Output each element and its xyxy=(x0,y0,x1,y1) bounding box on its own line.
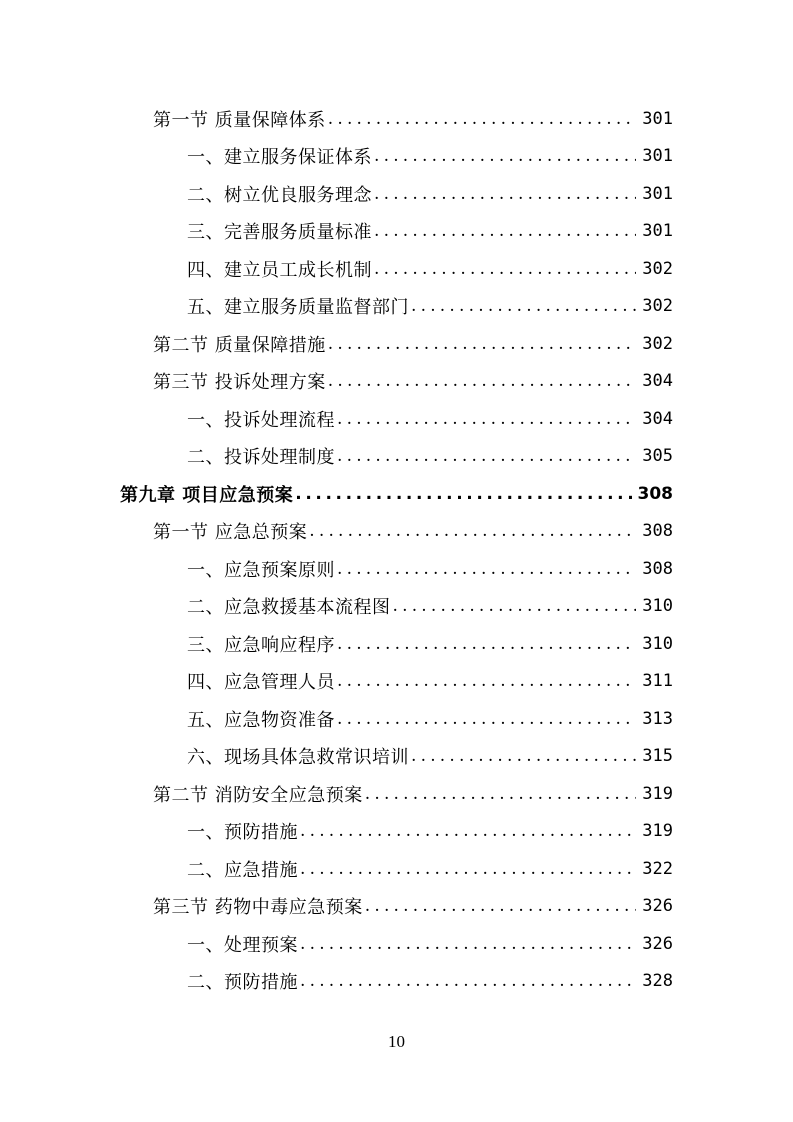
toc-entry[interactable] xyxy=(0,250,793,288)
toc-entry[interactable] xyxy=(0,438,793,476)
toc-dot-leader xyxy=(374,184,636,204)
toc-entry[interactable] xyxy=(0,100,793,138)
toc-dot-leader xyxy=(365,896,637,916)
toc-entry-page: 319 xyxy=(642,821,673,842)
toc-entry[interactable] xyxy=(0,400,793,438)
toc-entry[interactable] xyxy=(0,175,793,213)
toc-entry[interactable] xyxy=(0,138,793,176)
toc-dot-leader xyxy=(337,671,636,691)
toc-entry-page: 313 xyxy=(642,708,673,729)
toc-entry-title: 第九章 项目应急预案 xyxy=(120,484,294,506)
toc-entry-title: 二、树立优良服务理念 xyxy=(187,184,372,206)
page-number: 10 xyxy=(388,1032,405,1051)
toc-dot-leader xyxy=(337,446,636,466)
toc-entry-title: 一、应急预案原则 xyxy=(187,559,335,581)
toc-entry[interactable] xyxy=(0,513,793,551)
toc-entry[interactable] xyxy=(0,588,793,626)
toc-entry[interactable] xyxy=(0,213,793,251)
toc-entry[interactable] xyxy=(0,700,793,738)
toc-entry-title: 三、完善服务质量标准 xyxy=(187,222,372,244)
toc-entry-page: 308 xyxy=(642,521,673,542)
toc-entry-page: 308 xyxy=(637,483,673,504)
toc-entry-page: 302 xyxy=(642,296,673,317)
toc-entry[interactable] xyxy=(0,663,793,701)
toc-entry-page: 305 xyxy=(642,446,673,467)
toc-entry-page: 304 xyxy=(642,408,673,429)
toc-entry[interactable] xyxy=(0,625,793,663)
toc-entry-title: 二、应急措施 xyxy=(187,859,298,881)
toc-entry-title: 四、应急管理人员 xyxy=(187,672,335,694)
toc-entry[interactable] xyxy=(0,850,793,888)
toc-entry-title: 第一节 质量保障体系 xyxy=(153,109,326,131)
toc-entry-title: 一、建立服务保证体系 xyxy=(187,147,372,169)
toc-dot-leader xyxy=(328,109,637,129)
toc-entry-page: 310 xyxy=(642,633,673,654)
toc-dot-leader xyxy=(300,821,636,841)
toc-dot-leader xyxy=(300,971,636,991)
toc-dot-leader xyxy=(337,559,636,579)
toc-dot-leader xyxy=(393,596,637,616)
toc-dot-leader xyxy=(300,859,636,879)
toc-dot-leader xyxy=(374,221,636,241)
toc-dot-leader xyxy=(374,259,636,279)
toc-entry[interactable] xyxy=(0,325,793,363)
toc-entry-title: 第一节 应急总预案 xyxy=(153,522,308,544)
toc-entry[interactable] xyxy=(0,813,793,851)
toc-dot-leader xyxy=(328,334,637,354)
toc-entry-page: 328 xyxy=(642,971,673,992)
toc-entry-page: 326 xyxy=(642,933,673,954)
toc-entry-title: 四、建立员工成长机制 xyxy=(187,259,372,281)
toc-dot-leader xyxy=(337,709,636,729)
toc-dot-leader xyxy=(337,634,636,654)
toc-dot-leader xyxy=(365,784,637,804)
toc-entry-page: 319 xyxy=(642,783,673,804)
toc-dot-leader xyxy=(411,746,636,766)
toc-entry-title: 三、应急响应程序 xyxy=(187,634,335,656)
table-of-contents xyxy=(0,100,793,1000)
toc-dot-leader xyxy=(337,409,636,429)
toc-entry-page: 304 xyxy=(642,371,673,392)
toc-entry-page: 311 xyxy=(642,671,673,692)
toc-dot-leader xyxy=(328,371,637,391)
toc-dot-leader xyxy=(300,934,636,954)
toc-entry-title: 二、应急救援基本流程图 xyxy=(187,597,391,619)
toc-dot-leader xyxy=(309,521,636,541)
toc-entry-title: 一、预防措施 xyxy=(187,822,298,844)
toc-entry-page: 310 xyxy=(642,596,673,617)
toc-entry-title: 五、应急物资准备 xyxy=(187,709,335,731)
toc-entry-title: 二、预防措施 xyxy=(187,972,298,994)
toc-entry[interactable] xyxy=(0,550,793,588)
toc-entry-title: 二、投诉处理制度 xyxy=(187,447,335,469)
toc-entry[interactable] xyxy=(0,775,793,813)
toc-entry[interactable] xyxy=(0,888,793,926)
toc-entry-title: 六、现场具体急救常识培训 xyxy=(187,747,409,769)
toc-dot-leader xyxy=(374,146,636,166)
toc-entry-title: 一、处理预案 xyxy=(187,934,298,956)
toc-entry-page: 315 xyxy=(642,746,673,767)
toc-entry-title: 一、投诉处理流程 xyxy=(187,409,335,431)
toc-entry-page: 308 xyxy=(642,558,673,579)
toc-entry-page: 326 xyxy=(642,896,673,917)
toc-entry-page: 301 xyxy=(642,183,673,204)
toc-entry-title: 五、建立服务质量监督部门 xyxy=(187,297,409,319)
toc-entry-page: 301 xyxy=(642,221,673,242)
toc-entry-page: 301 xyxy=(642,108,673,129)
toc-dot-leader xyxy=(411,296,636,316)
toc-entry[interactable] xyxy=(0,738,793,776)
toc-entry[interactable] xyxy=(0,963,793,1001)
toc-entry-title: 第二节 质量保障措施 xyxy=(153,334,326,356)
toc-entry-title: 第三节 药物中毒应急预案 xyxy=(153,897,363,919)
toc-entry-title: 第三节 投诉处理方案 xyxy=(153,372,326,394)
toc-entry-page: 322 xyxy=(642,858,673,879)
toc-entry[interactable] xyxy=(0,363,793,401)
toc-entry-page: 302 xyxy=(642,258,673,279)
toc-entry-page: 302 xyxy=(642,333,673,354)
toc-dot-leader xyxy=(295,484,631,504)
toc-chapter-entry[interactable] xyxy=(0,475,793,513)
toc-entry[interactable] xyxy=(0,925,793,963)
toc-entry-page: 301 xyxy=(642,146,673,167)
toc-entry-title: 第二节 消防安全应急预案 xyxy=(153,784,363,806)
toc-entry[interactable] xyxy=(0,288,793,326)
